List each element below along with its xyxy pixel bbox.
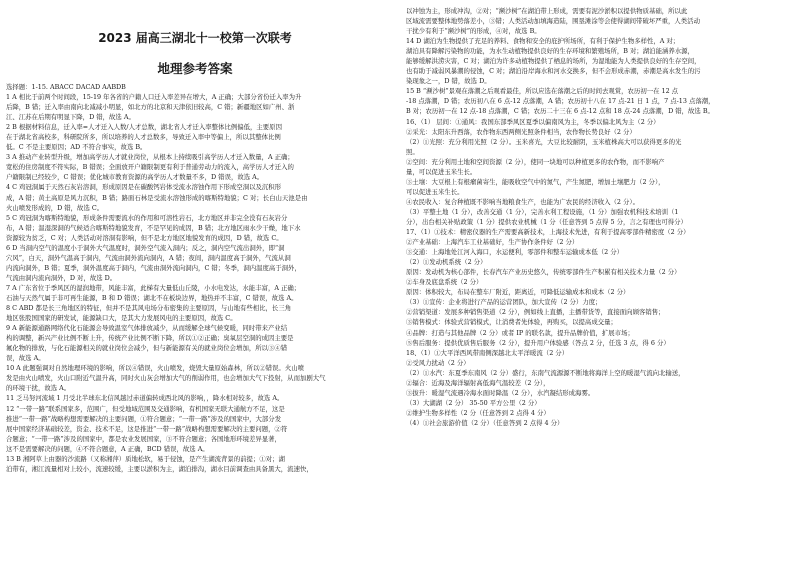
- left-answer-lines: [6, 82, 384, 474]
- answer-line: 展中国家经济基础较差，资金、技术不足，这是推进“一带一路”战略构想需要解决的主要问题，②符: [6, 424, 288, 433]
- answer-line: 9 A 新能源通路网络代化石能源会导致温室气体排放减少，从而缓解全球气候变暖，同时带来产业结: [6, 324, 288, 333]
- answer-line: 内流向洞外，B 错；夏季，洞外温度高于洞内，气流由洞外流向洞内，C 错；冬季，洞内温度高于洞外，: [6, 263, 301, 272]
- answer-line: 低。C 不是主要原因；AD 不符合事实，故选 B。: [6, 143, 147, 152]
- answer-line: ②营销渠道：发展多种销售渠道（2 分），例如线上直播，主播带货等，直接面向顾客销售；: [406, 308, 665, 317]
- right-answer-lines: [406, 6, 784, 428]
- answer-line: 原因：体积较大，布局在整车厂附近，距离近，可降低运输成本和成本（2 分）: [406, 288, 630, 297]
- answer-line: 选择题：1-15. ABACC DACAD AABDB: [6, 83, 126, 91]
- answer-line: 6 D 当洞内空气的温度小于洞外大气温度时，洞外空气流入洞内；反之，洞内空气流出洞外，即“洞: [6, 243, 285, 252]
- answer-line: 3 A 推动产业转型升级，增加高学历人才就业岗位，从根本上持续吸引高学历人才迁入数量，A 正确；: [6, 153, 294, 162]
- answer-line: 江、江苏在后期有明显下降，D 错，故选 A。: [6, 113, 135, 122]
- answer-line: 地区张股国国家的研发试，能源缺口大，是其大力发展风电的主要原因，故选 C。: [6, 314, 237, 323]
- answer-line: 能够缓解洪涝灾害，C 对；湖泊为许多动植物提供了栖息的场所，为湿地能为人类提供良好的生存空间，: [406, 57, 701, 66]
- answer-line: 的环境干扰，故选 A。: [6, 384, 71, 393]
- answer-line: 8 C ABD 都是长三角地区的特征，但并不是其风电场分布密集的主要原因，与山地有些相比，长三角: [6, 304, 292, 313]
- answer-line: 2 B 根据材料信息，迁入率=人才迁入人数/人才总数，湖北省人才迁入率整体比例偏低，主要原因: [6, 123, 282, 132]
- answer-line: 染现象之一，D 错，故选 D。: [406, 77, 491, 86]
- answer-line: ②受风力扰动（2 分）: [406, 358, 470, 367]
- answer-line: （2）①光照：充分利用光照（2 分）。玉米喜光，大豆比较耐阴，玉米植株高大可以获得更多的光: [406, 137, 682, 146]
- answer-line: 成，A 错；黄土高原是风力沉积，B 错；路面石林是受流水溶蚀形成的喀斯特地貌；C 对；长白山天池是由: [6, 193, 308, 202]
- answer-line: 16、（1） 层间：①通风：我国东部季风区夏季以偏南风为主，冬季以偏北风为主（2 分）: [406, 117, 660, 126]
- answer-line: ②辐合：近海及海洋辐射高低海气温较差（2 分），: [406, 378, 550, 387]
- answer-line: 资源较为贫乏，C 对；人类活动对溶洞有影响，但不是北方地区地貌发育的成因，D 错，故选 C。: [6, 233, 283, 242]
- answer-line: 分），出台相关补贴政策（1 分）提供农业机械（1 分（任意答到 5 点得 5 分，言之有理也可得分）: [406, 217, 687, 226]
- answer-line: 13 B 湘阿草上由器的沙流路（又称湘萍）质地松软，易于侵蚀，是产生湖流背景的前提；①对；湖: [6, 454, 285, 463]
- answer-line: ③拔升：暖湿气流遇冷海水面时降温（2 分），水汽凝结形成海雾。: [406, 388, 595, 397]
- answer-line: -18 点落潮，D 错；农历初八在 6 点-12 点落潮，A 错；农历初十八在 17 点-21 日 1 点，7 点-13 点落潮，: [406, 97, 715, 106]
- answer-line: （2）①发动机系统（2 分）: [406, 258, 487, 267]
- answer-line: （3）①宣传：企业将进行产品的运营团队，加大宣传（2 分）力度；: [406, 298, 602, 307]
- answer-line: 干扰少有利于“濒沙树”的形成，④对，故选 B。: [406, 27, 541, 36]
- answer-line: 可以促进玉米生长。: [406, 187, 464, 196]
- document-title: 2023 届高三湖北十一校第一次联考: [98, 31, 292, 45]
- answer-line: 1 A 相比于前两个时间段，15-19 年各省的户籍人口迁入率差异在增大，A 正确；大部分省份迁入率为升: [6, 93, 302, 102]
- answer-line: 5 C 鸡冠洞为喀斯特地貌，形成条件需要流水的作用和可溶性岩石，北方地区并非完全没有石灰岩分: [6, 213, 288, 222]
- answer-line: 后降，B 错；迁入率由南向北减减小明显，如北方的北京和天津依旧较高，C 错；新疆地区如广州、浙: [6, 103, 295, 112]
- answer-line: （3）大湖湖（2 分） 35-50 平方公里（2 分）: [406, 398, 541, 407]
- answer-line: （2）①水汽：东夏季东南风（2 分）盛行，东南气流源源不断地将海洋上空的暖湿气流向北输送，: [406, 368, 685, 377]
- answer-line: 4 C 鸡冠洞属于天然石灰岩溶洞，形成原因是在碳酸钙岩体受流水溶蚀作用下形成空洞以及沉积形: [6, 183, 282, 192]
- answer-line: 量，可以促进玉米生长。: [406, 167, 477, 176]
- answer-line: 也有助于减弱风暴潮的侵蚀，C 对；湖泊沿岸海水和河水交换多，但不会形成赤潮，赤潮是高水发生的污: [406, 67, 701, 76]
- answer-line: 宽松的住房制度不符实际，B 错误；全面放开户籍限制更有利于普通劳动力的流入，高学历人才迁入的: [6, 163, 294, 172]
- left-column: [6, 6, 384, 474]
- answer-line: 合题意；“一带一路”涉及的国家中，都是农业发展国家，③不符合题意；各国地形环境差异显著，: [6, 434, 281, 443]
- answer-line: 石油与天然气属于非可再生能源，B 和 D 错误；湖北不在板块边界，地热并不丰富，C 错误，故选 A。: [6, 293, 298, 302]
- answer-line: ②维护生物多样性（2 分（任意答到 2 点得 4 分）: [406, 408, 550, 417]
- answer-line: 11 乏马努河流域 1 月受北半球东北信风越过赤道偏转成西北风的影响，，降水相对较多，故选 A。: [6, 394, 284, 403]
- answer-line: 气流由洞内流向洞外，D 对，故选 D。: [6, 273, 117, 282]
- answer-line: ⑤售后服务：提供优质售后服务（2 分），提升用户体验感（答点 2 分，任选 3 点，得 6 分）: [406, 338, 670, 347]
- answer-line: 泊带有，湘江流量相对上较小，流速较缓，主要以淤积为主，湖泊排沟，湖水目前调查由具备黑大，流速快，: [6, 464, 313, 473]
- answer-line: 15 B “濒沙树”景观在落潮之后观看最佳，所以应选在落潮之后的时间去观赏，农历初一在 12 点: [406, 87, 679, 96]
- answer-line: B 对；农历初一在 12 点-18 点落潮，C 错；农历二十三在 6 点-12 点和 18 点-24 点落潮，D 错，故选 B。: [406, 107, 714, 116]
- answer-line: 在于湖北省高校多，科研院所多，所以培养的人才总数多，导致迁入率中等偏上，所以其整体比例: [6, 133, 281, 142]
- answer-line: ④农民收入：复合种植既不影响当地粮食生产，也能为广农民的经济收入（2 分）。: [406, 197, 639, 206]
- answer-line: 12 “一带一路”联系国家多，范围广，但受地域范围及交通影响，有机国家无联大通航方不足，这是: [6, 404, 285, 413]
- answer-line: ③销售模式：体验式营销模式，让消费者先体验，再购买，以提高成交量；: [406, 318, 617, 327]
- answer-line: 氟化物的排放，与化石能源相关的就业岗位会减少，但与新能源有关的就业岗位会增加，所以③④错: [6, 344, 288, 353]
- answer-line: ④品牌：打造与其他品牌（2 分）或者 IP 的联名款，提升品牌价值，扩展市场；: [406, 328, 634, 337]
- answer-line: 18、（1）①大平洋西风带南侧深越北太平洋暖流（2 分）: [406, 348, 569, 357]
- answer-line: 布，A 错；温湿深洞的气候适合喀斯特地貌发育，不是罕见的成因，B 错；北方地区雨水少干燥，地下水: [6, 223, 301, 232]
- answer-line: 火山喷发形成的，D 错，故选 C。: [6, 203, 104, 212]
- answer-line: 7 A 广东省位于季风区的湿润地带，风能丰富，此梯有大量低山丘陵，小水电发达，水能丰富，A 正确；: [6, 283, 301, 292]
- answer-line: 照。: [406, 147, 419, 156]
- answer-line: 发是由火山喷发，火山口附近气温升高，同时火山灰会增加大气的削弱作用，也会增加大气下投射，从而加剧大气: [6, 374, 326, 383]
- answer-line: 这不是需要解决的问题，④不符合题意，A 正确，BCD 错误，故选 A。: [6, 444, 209, 453]
- answer-line: （3）平整土地（1 分），改善交通（1 分），完善水利工程设施，（1 分）加强农机科技术培训（1: [406, 207, 679, 216]
- answer-line: ②车身及底盘系统（2 分）: [406, 278, 483, 287]
- answer-line: 湖泊具有降解污染物的功能，为水生动植物提供良好的生存环境和繁殖场所，B 对；湖泊能涵养水源，: [406, 47, 694, 56]
- answer-line: ②产业基础：上海汽车工业基础好，生产协作条件好（2 分）: [406, 238, 579, 247]
- answer-line: ③交通：上海地处江河入海口，水运便利，零部件和整车运输成本低（2 分）: [406, 248, 623, 257]
- right-column: [406, 6, 784, 428]
- answer-line: 10 A 此题强调对自然地理环境的影响，所以④错误，火山喷发，烧毁大量原始森林，所以②错误。火山喷: [6, 364, 304, 373]
- answer-line: 穴风”，白天，洞外气温高于洞内，气流由洞外流向洞内，A 错；夜间，洞内温度高于洞外，气流从洞: [6, 253, 291, 262]
- answer-line: 17、（1）①技术：精密仪器的生产需要高新技术，上海技术先进，有利于提高零部件精密度（2 分）: [406, 228, 690, 237]
- answer-line: 误，故选 A。: [6, 354, 45, 363]
- answer-line: ②空间：充分利用土地和空间资源（2 分），使同一块地可以种植更多的农作物，而不影响产: [406, 157, 665, 166]
- document-subtitle: 地理参考答案: [157, 61, 233, 76]
- answer-line: 原因：发动机为核心部件，长春汽车产业历史悠久，传统零部件生产积累有相关技术力量（2 分）: [406, 268, 681, 277]
- answer-line: 区域流需要整体地势落差小，③错；人类活动加填海造陆，围垦滩涂等会使得湖间带破坏严重，人类活动: [406, 17, 700, 26]
- answer-line: （4）①社会旅游价值（2 分）（任意答到 2 点得 4 分）: [406, 418, 564, 427]
- answer-line: 14 D 湖泊为生物提供了充足的养料、食物和安全的庇护所场所，有利于保护生物多样性，A 对；: [406, 37, 680, 46]
- answer-line: 构的调整，新兴产业比例不断上升，传统产业比例不断下降，所以①②正确；臭氧层空洞的成因主要是: [6, 334, 294, 343]
- answer-line: ②采光：太阳东升西落，农作物东西两侧光照条件相当，农作物长势良好（2 分）: [406, 127, 636, 136]
- answer-line: 推进“一带一路”战略构想需要解决的主要问题，①符合题意；“一带一路”涉及的国家中，大部分发: [6, 414, 282, 423]
- answer-line: ③土壤：大豆根上有根瘤菌寄生，能吸收空气中的氮气，产生氮肥，增加土壤肥力（2 分），: [406, 177, 665, 186]
- answer-line: 户籍限制已经较少，C 错误；优化城市教育资源的高学历人才数量不多，D 错误，故选 A。: [6, 173, 264, 182]
- answer-line: 以冲蚀为主，形成冲沟，②对；“濒沙树”在湖泊带上形成，需要有泥沙淤积以提供物质基础，所以此: [406, 7, 688, 15]
